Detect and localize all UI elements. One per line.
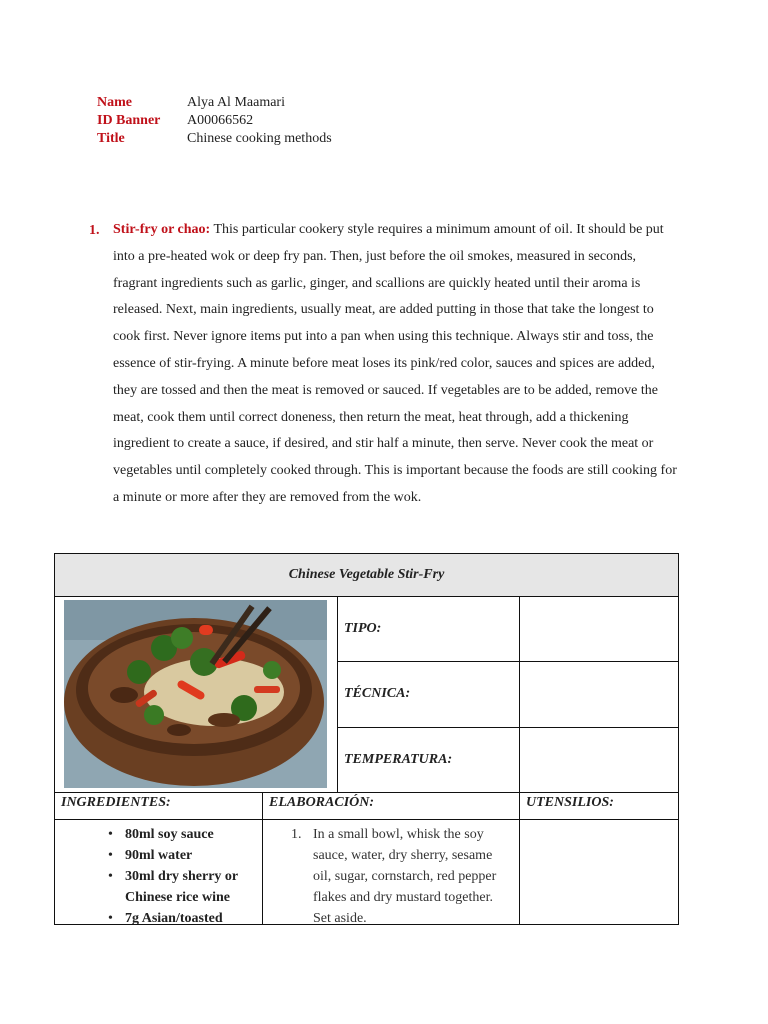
header-row-name [97, 94, 332, 112]
step-number: 1. [291, 827, 302, 842]
stir-fry-section [89, 217, 681, 512]
steps-list [263, 820, 519, 924]
ingredient-item: • 7g Asian/toasted [125, 908, 262, 924]
ingredients-list [55, 820, 262, 924]
header-row-id [97, 112, 332, 130]
section-paragraph [113, 217, 681, 512]
step-text: In a small bowl, whisk the soy sauce, water, dry sherry, sesame oil, sugar, cornstarch, red pepper flakes and dry mustard together. Set aside. [313, 827, 497, 924]
ingredient-item: • 90ml water [125, 845, 262, 866]
ingredient-item: • 80ml soy sauce [125, 824, 262, 845]
recipe-photo-cell [55, 597, 338, 793]
header-row-title [97, 130, 332, 148]
header-block [97, 94, 332, 148]
name-label: Name [97, 95, 132, 110]
elaboracion-header: ELABORACIÓN: [263, 793, 520, 820]
tipo-value[interactable] [520, 597, 679, 662]
id-banner-label: ID Banner [97, 113, 161, 128]
tecnica-value[interactable] [520, 662, 679, 727]
ingredientes-header: INGREDIENTES: [55, 793, 263, 820]
section-text: This particular cookery style requires a minimum amount of oil. It should be put into a pre-heated wok or deep fry pan. Then, just before the oil smokes, measured in seconds, fragrant ingredients such as garlic, ginger, and scallions are quickly heated until their aroma is released. Next, main ingredients, usually meat, are added putting in those that take the longest to cook first. Never ignore items put into a pan when using this technique. Always stir and toss, the essence of stir-frying. A minute before meat loses its pink/red color, sauces and spices are added, they are tossed and then the meat is removed or sauced. If vegetables are to be added, remove the meat, cook them until correct doneness, then return the meat, heat through, add a thickening ingredient to create a sauce, if desired, and stir half a minute, then serve. Never cook the meat or vegetables until completely cooked through. This is important because the foods are still cooking for a minute or more after they are removed from the wok. [113, 222, 677, 505]
recipe-table [54, 553, 679, 925]
elaboracion-cell [263, 820, 520, 925]
ingredients-cell [55, 820, 263, 925]
section-number: 1. [89, 223, 100, 238]
stir-fry-photo [64, 600, 327, 788]
ingredient-item: • 30ml dry sherry or Chinese rice wine [125, 866, 262, 908]
step-item [291, 824, 511, 924]
tipo-label: TIPO: [338, 597, 520, 662]
recipe-title: Chinese Vegetable Stir-Fry [55, 554, 679, 597]
temperatura-value[interactable] [520, 727, 679, 792]
title-label: Title [97, 131, 125, 146]
utensilios-header: UTENSILIOS: [520, 793, 679, 820]
tecnica-label: TÉCNICA: [338, 662, 520, 727]
id-banner-value: A00066562 [187, 113, 254, 128]
utensilios-cell[interactable] [520, 820, 679, 925]
section-heading: Stir-fry or chao: [113, 222, 211, 237]
title-value: Chinese cooking methods [187, 131, 332, 146]
temperatura-label: TEMPERATURA: [338, 727, 520, 792]
name-value: Alya Al Maamari [187, 95, 285, 110]
